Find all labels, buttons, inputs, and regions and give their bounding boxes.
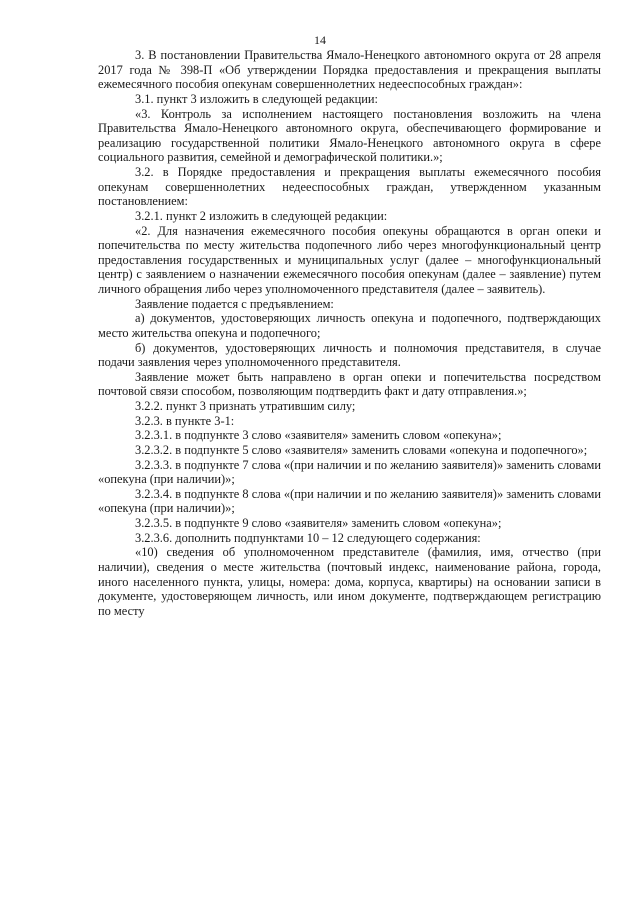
paragraph-3-2: 3.2. в Порядке предоставления и прекращения выплаты ежемесячного пособия опекунам совершеннолетних недееспособных граждан, утвержденном указанным постановлением:: [98, 165, 601, 209]
paragraph-3-intro: 3. В постановлении Правительства Ямало-Ненецкого автономного округа от 28 апреля 2017 года № 398-П «Об утверждении Порядка предоставления и прекращения выплаты ежемесячного пособия опекунам совершеннолетних недееспособных граждан»:: [98, 48, 601, 92]
paragraph-3-2-3-5: 3.2.3.5. в подпункте 9 слово «заявителя» заменить словом «опекуна»;: [135, 516, 502, 530]
paragraph-3-2-1: 3.2.1. пункт 2 изложить в следующей редакции:: [135, 208, 388, 223]
paragraph-3-2-3-2: 3.2.3.2. в подпункте 5 слово «заявителя» заменить словами «опекуна и подопечного»;: [135, 442, 588, 457]
document-body: [98, 48, 601, 618]
paragraph-item-b: б) документов, удостоверяющих личность и полномочия представителя, в случае подачи заявления через уполномоченного представителя.: [98, 340, 601, 370]
paragraph-3-2-1-quote: «2. Для назначения ежемесячного пособия опекуны обращаются в орган опеки и попечительства по месту жительства подопечного либо через многофункциональный центр предоставления государственных и муниципальных услуг (далее – многофункциональный центр) с заявлением о назначении ежемесячного пособия опекунам (далее – заявление) путем личного обращения либо через уполномоченного представителя (далее – заявитель).: [98, 223, 601, 296]
paragraph-mail: Заявление может быть направлено в орган опеки и попечительства посредством почтовой связи способом, позволяющим подтвердить факт и дату отправления.»;: [98, 369, 601, 399]
paragraph-item-a: а) документов, удостоверяющих личность опекуна и подопечного, подтверждающих место жительства опекуна и подопечного;: [98, 311, 601, 340]
paragraph-subitem-10: «10) сведения об уполномоченном представителе (фамилия, имя, отчество (при наличии), сведения о месте жительства (почтовый индекс, наименование района, города, иного населенного пункта, улицы, номера: дома, корпуса, квартиры) на основании записи в документе, удостоверяющем личность, или ином документе, подтверждающем регистрацию по месту: [98, 545, 601, 618]
paragraph-3-2-3-6: 3.2.3.6. дополнить подпунктами 10 – 12 следующего содержания:: [135, 530, 481, 545]
paragraph-3-1: 3.1. пункт 3 изложить в следующей редакции:: [135, 91, 378, 106]
paragraph-3-2-3-4: 3.2.3.4. в подпункте 8 слова «(при наличии и по желанию заявителя)» заменить словами «опекуна (при наличии)»;: [98, 486, 601, 516]
paragraph-3-1-quote: «3. Контроль за исполнением настоящего постановления возложить на члена Правительства Ямало-Ненецкого автономного округа, обеспечивающего формирование и реализацию государственной политики Ямало-Ненецкого автономного округа в сфере социального развития, семейной и демографической политики.»;: [98, 106, 601, 165]
paragraph-3-2-3-1: 3.2.3.1. в подпункте 3 слово «заявителя» заменить словом «опекуна»;: [135, 428, 502, 443]
paragraph-application-intro: Заявление подается с предъявлением:: [135, 296, 334, 311]
paragraph-3-2-2: 3.2.2. пункт 3 признать утратившим силу;: [135, 399, 356, 413]
page-number: 14: [314, 33, 326, 47]
paragraph-3-2-3-3: 3.2.3.3. в подпункте 7 слова «(при наличии и по желанию заявителя)» заменить словами «опекуна (при наличии)»;: [98, 457, 601, 487]
paragraph-3-2-3: 3.2.3. в пункте 3-1:: [135, 413, 235, 428]
